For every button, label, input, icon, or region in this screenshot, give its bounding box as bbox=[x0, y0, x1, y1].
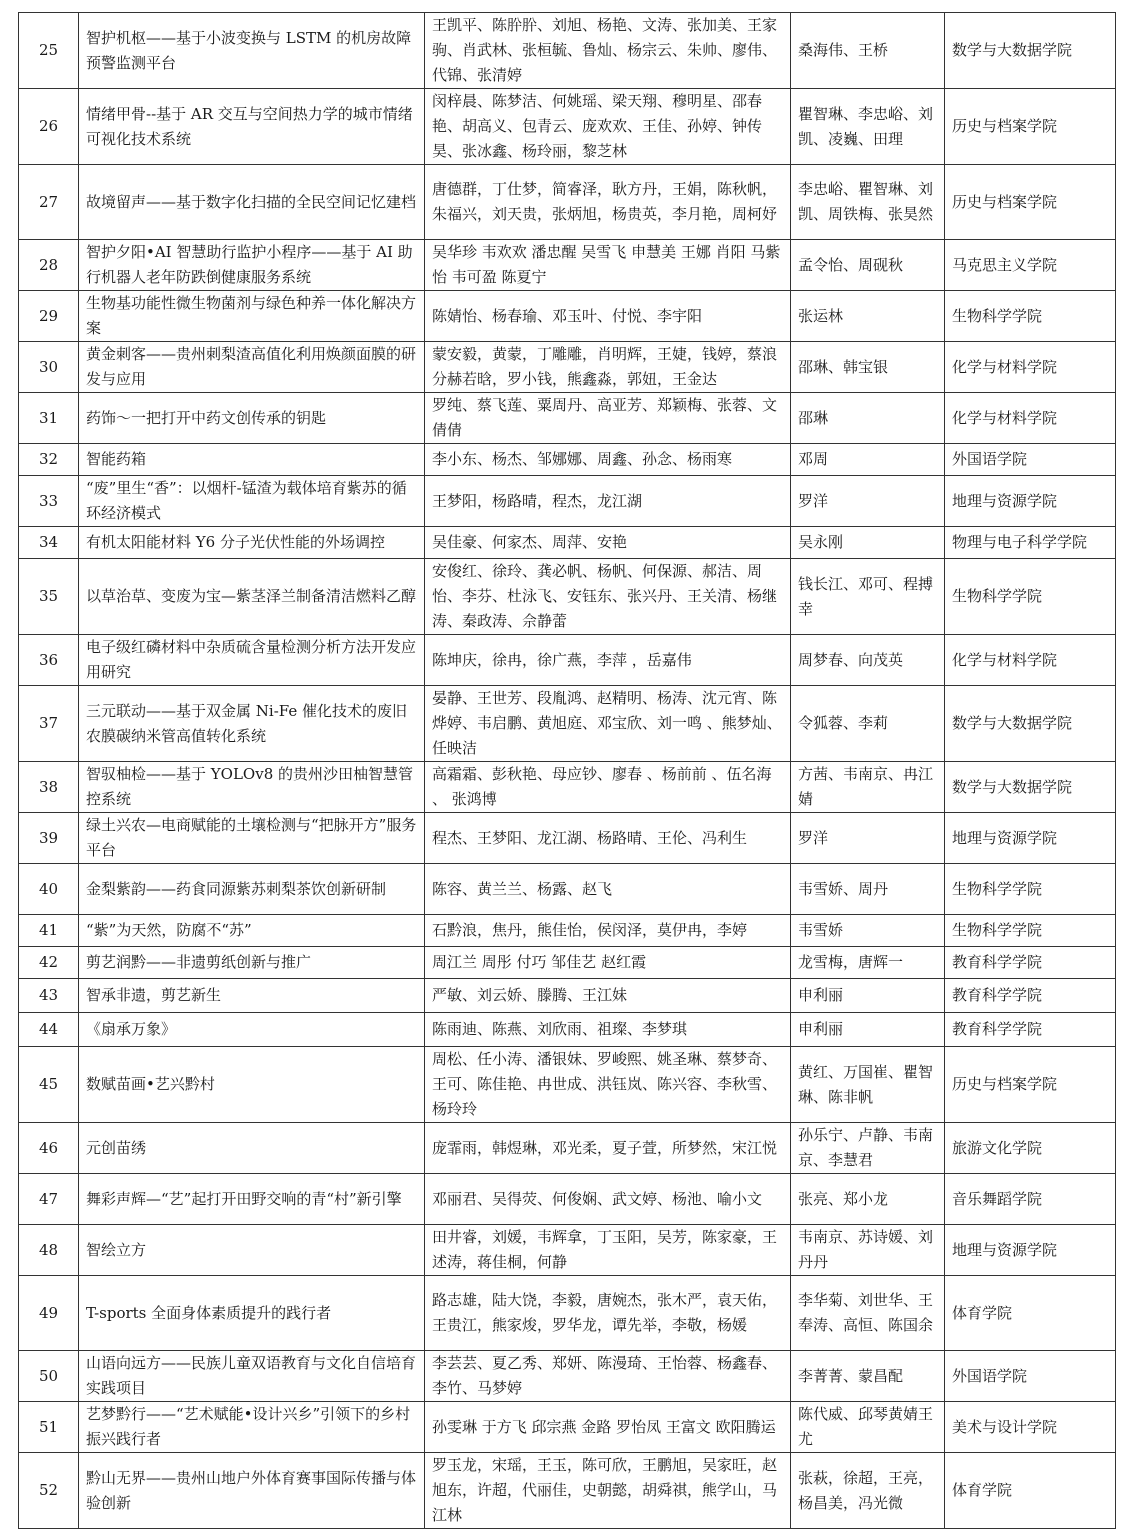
cell-college: 教育科学学院 bbox=[945, 947, 1116, 979]
cell-no: 42 bbox=[19, 947, 79, 979]
cell-no: 34 bbox=[19, 527, 79, 559]
cell-project-name: 故境留声——基于数字化扫描的全民空间记忆建档 bbox=[79, 165, 425, 240]
table-row bbox=[19, 13, 1116, 89]
cell-no: 26 bbox=[19, 89, 79, 165]
cell-college: 教育科学学院 bbox=[945, 979, 1116, 1013]
cell-no: 52 bbox=[19, 1453, 79, 1529]
cell-members: 吴佳豪、何家杰、周萍、安艳 bbox=[425, 527, 791, 559]
cell-project-name: 智驭柚检——基于 YOLOv8 的贵州沙田柚智慧管控系统 bbox=[79, 762, 425, 813]
cell-members: 晏静、王世芳、段胤鸿、赵精明、杨涛、沈元宵、陈烨婷、韦启鹏、黄旭庭、邓宝欣、刘一鸣 、熊梦灿、任映洁 bbox=[425, 686, 791, 762]
table-row bbox=[19, 1225, 1116, 1276]
cell-advisors: 邓周 bbox=[791, 444, 945, 476]
cell-members: 吴华珍 韦欢欢 潘忠醒 吴雪飞 申慧美 王娜 肖阳 马紫怡 韦可盈 陈夏宁 bbox=[425, 240, 791, 291]
cell-college: 数学与大数据学院 bbox=[945, 13, 1116, 89]
cell-college: 地理与资源学院 bbox=[945, 1225, 1116, 1276]
cell-advisors: 桑海伟、王桥 bbox=[791, 13, 945, 89]
cell-college: 地理与资源学院 bbox=[945, 476, 1116, 527]
cell-members: 蒙安毅，黄蒙，丁雕雕，肖明辉，王婕，钱婷，蔡浪分赫若晗，罗小钱，熊鑫淼，郭妞，王金达 bbox=[425, 342, 791, 393]
table-row bbox=[19, 444, 1116, 476]
cell-no: 40 bbox=[19, 864, 79, 915]
cell-college: 美术与设计学院 bbox=[945, 1402, 1116, 1453]
cell-project-name: 三元联动——基于双金属 Ni-Fe 催化技术的废旧农膜碳纳米管高值转化系统 bbox=[79, 686, 425, 762]
cell-advisors: 张运林 bbox=[791, 291, 945, 342]
cell-project-name: 数赋苗画•艺兴黔村 bbox=[79, 1047, 425, 1123]
table-row bbox=[19, 813, 1116, 864]
cell-college: 历史与档案学院 bbox=[945, 165, 1116, 240]
cell-no: 46 bbox=[19, 1123, 79, 1174]
cell-members: 罗纯、蔡飞莲、粟周丹、高亚芳、郑颖梅、张蓉、文倩倩 bbox=[425, 393, 791, 444]
cell-advisors: 申利丽 bbox=[791, 979, 945, 1013]
cell-no: 30 bbox=[19, 342, 79, 393]
cell-advisors: 张萩，徐超，王亮，杨昌美，冯光微 bbox=[791, 1453, 945, 1529]
table-row bbox=[19, 342, 1116, 393]
cell-college: 音乐舞蹈学院 bbox=[945, 1174, 1116, 1225]
table-row bbox=[19, 1276, 1116, 1351]
cell-college: 马克思主义学院 bbox=[945, 240, 1116, 291]
cell-project-name: 舞彩声辉—“艺”起打开田野交响的青“村”新引擎 bbox=[79, 1174, 425, 1225]
cell-advisors: 邵琳 bbox=[791, 393, 945, 444]
cell-advisors: 李忠峪、瞿智琳、刘凯、周铁梅、张昊然 bbox=[791, 165, 945, 240]
table-row bbox=[19, 165, 1116, 240]
cell-no: 44 bbox=[19, 1013, 79, 1047]
cell-project-name: 《扇承万象》 bbox=[79, 1013, 425, 1047]
cell-advisors: 周梦春、向茂英 bbox=[791, 635, 945, 686]
cell-college: 化学与材料学院 bbox=[945, 393, 1116, 444]
cell-advisors: 申利丽 bbox=[791, 1013, 945, 1047]
cell-project-name: 绿土兴农—电商赋能的土壤检测与“把脉开方”服务平台 bbox=[79, 813, 425, 864]
cell-members: 高霜霜、彭秋艳、母应钞、廖春 、杨前前 、伍名海 、 张鸿博 bbox=[425, 762, 791, 813]
table-row bbox=[19, 559, 1116, 635]
cell-members: 陈坤庆，徐冉，徐广燕，李萍 ，岳嘉伟 bbox=[425, 635, 791, 686]
cell-members: 王梦阳，杨路晴，程杰，龙江湖 bbox=[425, 476, 791, 527]
cell-project-name: “废”里生“香”：以烟杆-锰渣为载体培育紫苏的循环经济模式 bbox=[79, 476, 425, 527]
cell-project-name: 以草治草、变废为宝—紫茎泽兰制备清洁燃料乙醇 bbox=[79, 559, 425, 635]
table-row bbox=[19, 527, 1116, 559]
table-row bbox=[19, 1123, 1116, 1174]
cell-college: 教育科学学院 bbox=[945, 1013, 1116, 1047]
cell-no: 47 bbox=[19, 1174, 79, 1225]
table-row bbox=[19, 476, 1116, 527]
cell-college: 历史与档案学院 bbox=[945, 89, 1116, 165]
cell-members: 孙雯琳 于方飞 邱宗燕 金路 罗怡凤 王富文 欧阳腾运 bbox=[425, 1402, 791, 1453]
cell-project-name: 元创苗绣 bbox=[79, 1123, 425, 1174]
cell-members: 王凯平、陈肸肸、刘旭、杨艳、文涛、张加美、王家驹、肖武林、张桓毓、鲁灿、杨宗云、朱帅、廖伟、代锦、张清婷 bbox=[425, 13, 791, 89]
cell-no: 35 bbox=[19, 559, 79, 635]
cell-college: 物理与电子科学学院 bbox=[945, 527, 1116, 559]
cell-no: 49 bbox=[19, 1276, 79, 1351]
cell-advisors: 令狐蓉、李莉 bbox=[791, 686, 945, 762]
cell-no: 50 bbox=[19, 1351, 79, 1402]
cell-project-name: 智承非遗，剪艺新生 bbox=[79, 979, 425, 1013]
cell-members: 安俊红、徐玲、龚必帆、杨帆、何保源、郝洁、周怡、李芬、杜泳飞、安钰东、张兴丹、王关清、杨继涛、秦政涛、佘静蕾 bbox=[425, 559, 791, 635]
cell-members: 周松、任小涛、潘银妹、罗峻熙、姚圣琳、蔡梦奇、王可、陈佳艳、冉世成、洪钰岚、陈兴容、李秋雪、杨玲玲 bbox=[425, 1047, 791, 1123]
cell-project-name: 黄金刺客——贵州刺梨渣高值化利用焕颜面膜的研发与应用 bbox=[79, 342, 425, 393]
cell-college: 旅游文化学院 bbox=[945, 1123, 1116, 1174]
table-row bbox=[19, 1402, 1116, 1453]
cell-advisors: 孟令怡、周砚秋 bbox=[791, 240, 945, 291]
cell-members: 石黔浪，焦丹，熊佳怡，侯闵泽，莫伊冉，李婷 bbox=[425, 915, 791, 947]
cell-no: 37 bbox=[19, 686, 79, 762]
table-row bbox=[19, 89, 1116, 165]
cell-project-name: 情绪甲骨--基于 AR 交互与空间热力学的城市情绪可视化技术系统 bbox=[79, 89, 425, 165]
cell-members: 路志雄，陆大饶，李毅，唐婉杰，张木严，袁天佑，王贵江，熊家焌，罗华龙，谭先举，李敬，杨媛 bbox=[425, 1276, 791, 1351]
cell-advisors: 吴永刚 bbox=[791, 527, 945, 559]
cell-no: 38 bbox=[19, 762, 79, 813]
cell-advisors: 钱长江、邓可、程搏幸 bbox=[791, 559, 945, 635]
cell-no: 48 bbox=[19, 1225, 79, 1276]
cell-advisors: 韦雪娇 bbox=[791, 915, 945, 947]
table-row bbox=[19, 979, 1116, 1013]
cell-project-name: 山语向远方——民族儿童双语教育与文化自信培育实践项目 bbox=[79, 1351, 425, 1402]
cell-no: 28 bbox=[19, 240, 79, 291]
cell-no: 45 bbox=[19, 1047, 79, 1123]
cell-project-name: 剪艺润黔——非遗剪纸创新与推广 bbox=[79, 947, 425, 979]
cell-project-name: 电子级红磷材料中杂质硫含量检测分析方法开发应用研究 bbox=[79, 635, 425, 686]
cell-members: 陈容、黄兰兰、杨露、赵飞 bbox=[425, 864, 791, 915]
table-row bbox=[19, 1047, 1116, 1123]
cell-project-name: T-sports 全面身体素质提升的践行者 bbox=[79, 1276, 425, 1351]
cell-advisors: 张亮、郑小龙 bbox=[791, 1174, 945, 1225]
cell-members: 田井睿，刘媛，韦辉拿，丁玉阳，吴芳，陈家豪，王述涛，蒋佳桐，何静 bbox=[425, 1225, 791, 1276]
cell-no: 51 bbox=[19, 1402, 79, 1453]
cell-project-name: 智护夕阳•AI 智慧助行监护小程序——基于 AI 助行机器人老年防跌倒健康服务系统 bbox=[79, 240, 425, 291]
cell-no: 41 bbox=[19, 915, 79, 947]
cell-project-name: 生物基功能性微生物菌剂与绿色种养一体化解决方案 bbox=[79, 291, 425, 342]
cell-no: 25 bbox=[19, 13, 79, 89]
table-row bbox=[19, 686, 1116, 762]
cell-advisors: 韦雪娇、周丹 bbox=[791, 864, 945, 915]
cell-members: 罗玉龙，宋瑶，王玉，陈可欣，王鹏旭，吴家旺，赵旭东，许超，代丽佳，史朝懿，胡舜祺，熊学山，马江林 bbox=[425, 1453, 791, 1529]
table-row bbox=[19, 635, 1116, 686]
cell-college: 生物科学学院 bbox=[945, 559, 1116, 635]
table-row bbox=[19, 915, 1116, 947]
table-row bbox=[19, 864, 1116, 915]
cell-college: 体育学院 bbox=[945, 1276, 1116, 1351]
cell-project-name: 智绘立方 bbox=[79, 1225, 425, 1276]
cell-no: 29 bbox=[19, 291, 79, 342]
table-body bbox=[19, 13, 1116, 1529]
cell-no: 43 bbox=[19, 979, 79, 1013]
cell-no: 39 bbox=[19, 813, 79, 864]
cell-advisors: 李华菊、刘世华、王奉涛、高恒、陈国余 bbox=[791, 1276, 945, 1351]
table-row bbox=[19, 1174, 1116, 1225]
cell-project-name: 药饰～一把打开中药文创传承的钥匙 bbox=[79, 393, 425, 444]
cell-college: 外国语学院 bbox=[945, 1351, 1116, 1402]
cell-no: 31 bbox=[19, 393, 79, 444]
cell-no: 32 bbox=[19, 444, 79, 476]
cell-advisors: 瞿智琳、李忠峪、刘凯、凌巍、田理 bbox=[791, 89, 945, 165]
table-row bbox=[19, 1453, 1116, 1529]
cell-project-name: 智能药箱 bbox=[79, 444, 425, 476]
cell-members: 严敏、刘云娇、滕腾、王江妹 bbox=[425, 979, 791, 1013]
cell-college: 化学与材料学院 bbox=[945, 342, 1116, 393]
cell-advisors: 方茜、韦南京、冉江婧 bbox=[791, 762, 945, 813]
cell-advisors: 罗洋 bbox=[791, 476, 945, 527]
cell-project-name: 艺梦黔行——“艺术赋能•设计兴乡”引领下的乡村振兴践行者 bbox=[79, 1402, 425, 1453]
cell-college: 历史与档案学院 bbox=[945, 1047, 1116, 1123]
cell-no: 36 bbox=[19, 635, 79, 686]
cell-no: 27 bbox=[19, 165, 79, 240]
cell-advisors: 陈代威、邱琴黄婧王尤 bbox=[791, 1402, 945, 1453]
table-row bbox=[19, 1351, 1116, 1402]
cell-members: 周江兰 周彤 付巧 邹佳艺 赵红霞 bbox=[425, 947, 791, 979]
cell-college: 数学与大数据学院 bbox=[945, 686, 1116, 762]
cell-college: 生物科学学院 bbox=[945, 864, 1116, 915]
project-table bbox=[18, 12, 1116, 1529]
cell-advisors: 李菁菁、蒙昌配 bbox=[791, 1351, 945, 1402]
cell-college: 外国语学院 bbox=[945, 444, 1116, 476]
cell-members: 邓丽君、吴得荧、何俊娴、武文婷、杨池、喻小文 bbox=[425, 1174, 791, 1225]
cell-project-name: 有机太阳能材料 Y6 分子光伏性能的外场调控 bbox=[79, 527, 425, 559]
cell-advisors: 韦南京、苏诗媛、刘丹丹 bbox=[791, 1225, 945, 1276]
cell-members: 陈婧怡、杨春瑜、邓玉叶、付悦、李宇阳 bbox=[425, 291, 791, 342]
cell-members: 闵梓晨、陈梦洁、何姚瑶、梁天翔、穆明星、邵春艳、胡高义、包青云、庞欢欢、王佳、孙婷、钟传昊、张冰鑫、杨玲丽，黎芝林 bbox=[425, 89, 791, 165]
cell-members: 程杰、王梦阳、龙江湖、杨路晴、王伦、冯利生 bbox=[425, 813, 791, 864]
cell-college: 生物科学学院 bbox=[945, 291, 1116, 342]
cell-project-name: 黔山无界——贵州山地户外体育赛事国际传播与体验创新 bbox=[79, 1453, 425, 1529]
cell-no: 33 bbox=[19, 476, 79, 527]
cell-college: 数学与大数据学院 bbox=[945, 762, 1116, 813]
cell-project-name: 智护机枢——基于小波变换与 LSTM 的机房故障预警监测平台 bbox=[79, 13, 425, 89]
cell-advisors: 龙雪梅，唐辉一 bbox=[791, 947, 945, 979]
cell-college: 生物科学学院 bbox=[945, 915, 1116, 947]
cell-advisors: 孙乐宁、卢静、韦南京、李慧君 bbox=[791, 1123, 945, 1174]
cell-members: 庞霏雨，韩煜琳，邓光柔，夏子萱，所梦然，宋江悦 bbox=[425, 1123, 791, 1174]
cell-college: 体育学院 bbox=[945, 1453, 1116, 1529]
cell-advisors: 黄红、万国崔、瞿智琳、陈非帆 bbox=[791, 1047, 945, 1123]
table-row bbox=[19, 393, 1116, 444]
table-row bbox=[19, 1013, 1116, 1047]
cell-members: 陈雨迪、陈燕、刘欣雨、祖璨、李梦琪 bbox=[425, 1013, 791, 1047]
cell-project-name: 金梨紫韵——药食同源紫苏刺梨茶饮创新研制 bbox=[79, 864, 425, 915]
cell-advisors: 罗洋 bbox=[791, 813, 945, 864]
cell-college: 地理与资源学院 bbox=[945, 813, 1116, 864]
table-row bbox=[19, 240, 1116, 291]
cell-members: 李小东、杨杰、邹娜娜、周鑫、孙念、杨雨寒 bbox=[425, 444, 791, 476]
cell-project-name: “紫”为天然，防腐不“苏” bbox=[79, 915, 425, 947]
cell-college: 化学与材料学院 bbox=[945, 635, 1116, 686]
cell-members: 李芸芸、夏乙秀、郑妍、陈漫琦、王怡蓉、杨鑫春、李竹、马梦婷 bbox=[425, 1351, 791, 1402]
cell-advisors: 邵琳、韩宝银 bbox=[791, 342, 945, 393]
table-row bbox=[19, 291, 1116, 342]
table-row bbox=[19, 762, 1116, 813]
cell-members: 唐德群，丁仕梦，简睿泽，耿方丹，王娟，陈秋帆，朱福兴，刘天贵，张炳旭，杨贵英，李月艳，周柯妤 bbox=[425, 165, 791, 240]
table-row bbox=[19, 947, 1116, 979]
